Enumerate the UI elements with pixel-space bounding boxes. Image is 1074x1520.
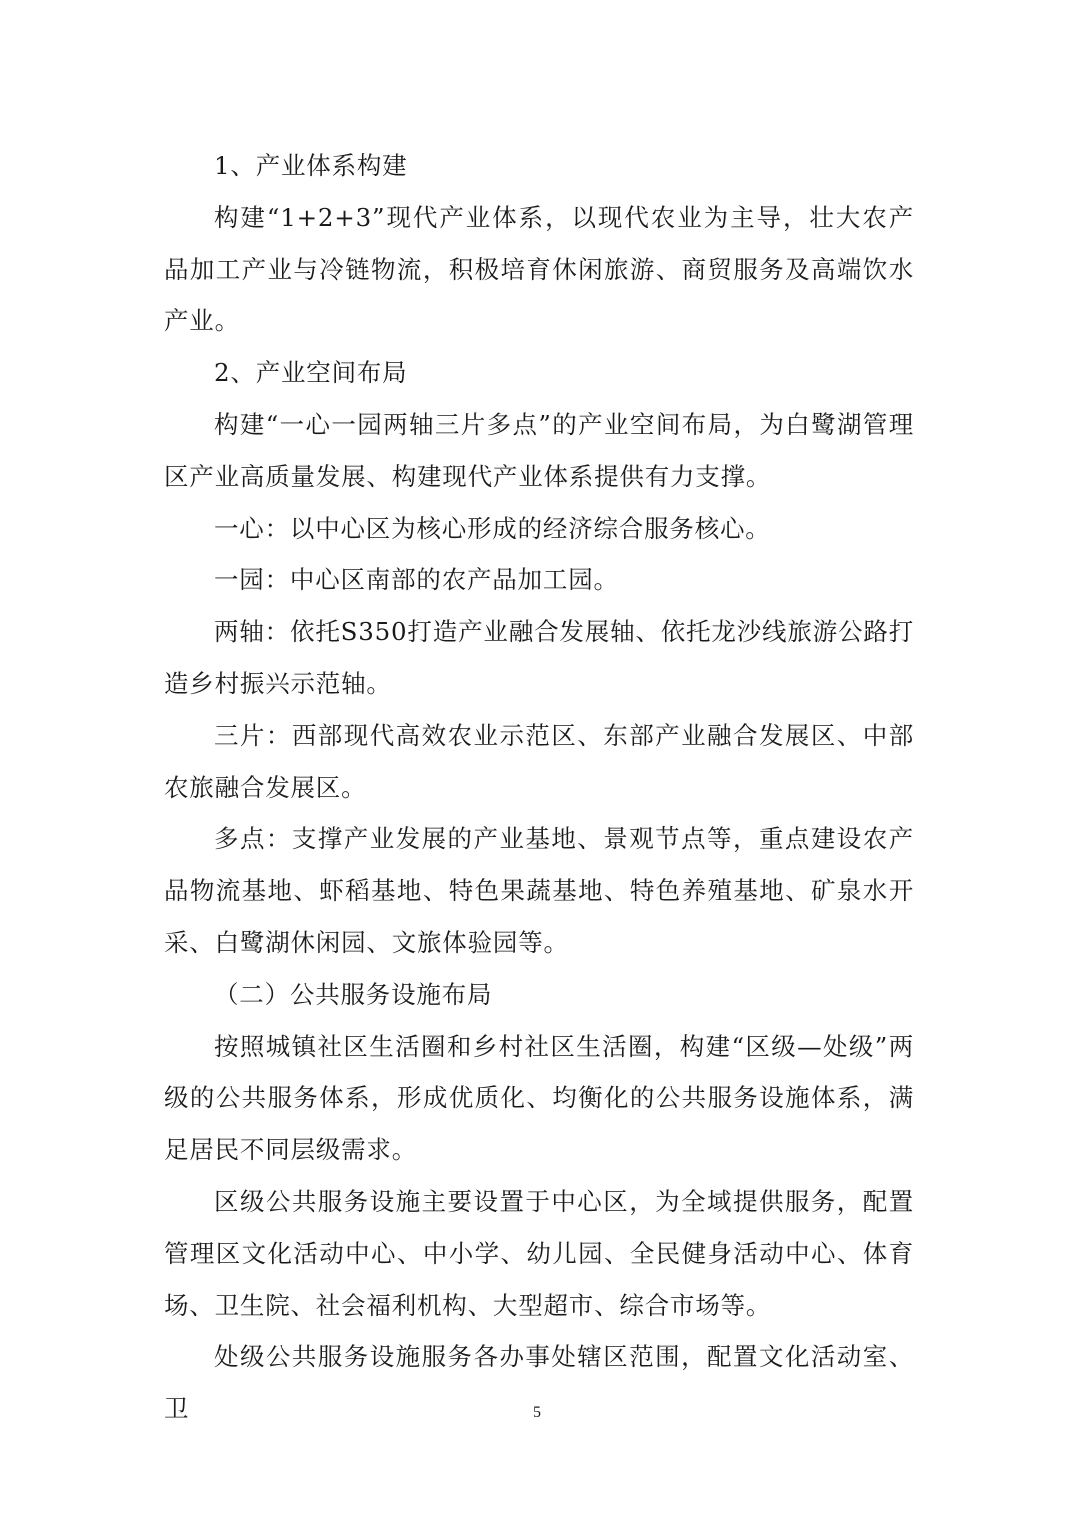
paragraph-industry-layout: 构建“一心一园两轴三片多点”的产业空间布局，为白鹭湖管理区产业高质量发展、构建现代产业体系提供有力支撑。	[164, 409, 914, 491]
paragraph-one-park: 一园：中心区南部的农产品加工园。	[214, 565, 619, 595]
section-heading-industry-layout: 2、产业空间布局	[214, 358, 408, 388]
paragraph-one-core: 一心：以中心区为核心形成的经济综合服务核心。	[214, 513, 771, 543]
paragraph-office-services: 处级公共服务设施服务各办事处辖区范围，配置文化活动室、卫	[164, 1342, 914, 1424]
paragraph-service-system: 按照城镇社区生活圈和乡村社区生活圈，构建“区级—处级”两级的公共服务体系，形成优质化、均衡化的公共服务设施体系，满足居民不同层级需求。	[164, 1031, 914, 1165]
paragraph-multiple-points: 多点：支撑产业发展的产业基地、景观节点等，重点建设农产品物流基地、虾稻基地、特色果蔬基地、特色养殖基地、矿泉水开采、白鹭湖休闲园、文旅体验园等。	[164, 824, 914, 957]
paragraph-district-services: 区级公共服务设施主要设置于中心区，为全域提供服务，配置管理区文化活动中心、中小学、幼儿园、全民健身活动中心、体育场、卫生院、社会福利机构、大型超市、综合市场等。	[164, 1186, 914, 1320]
page-number: 5	[533, 1404, 541, 1421]
paragraph-two-axes: 两轴：依托S350打造产业融合发展轴、依托龙沙线旅游公路打造乡村振兴示范轴。	[164, 617, 914, 698]
section-heading-public-services: （二）公共服务设施布局	[214, 979, 493, 1009]
paragraph-industry-system: 构建“1+2+3”现代产业体系，以现代农业为主导，壮大农产品加工产业与冷链物流，积极培育休闲旅游、商贸服务及高端饮水产业。	[164, 202, 914, 336]
section-heading-industry-system: 1、产业体系构建	[214, 151, 408, 180]
document-body	[164, 140, 914, 1435]
paragraph-three-zones: 三片：西部现代高效农业示范区、东部产业融合发展区、中部农旅融合发展区。	[164, 720, 914, 802]
